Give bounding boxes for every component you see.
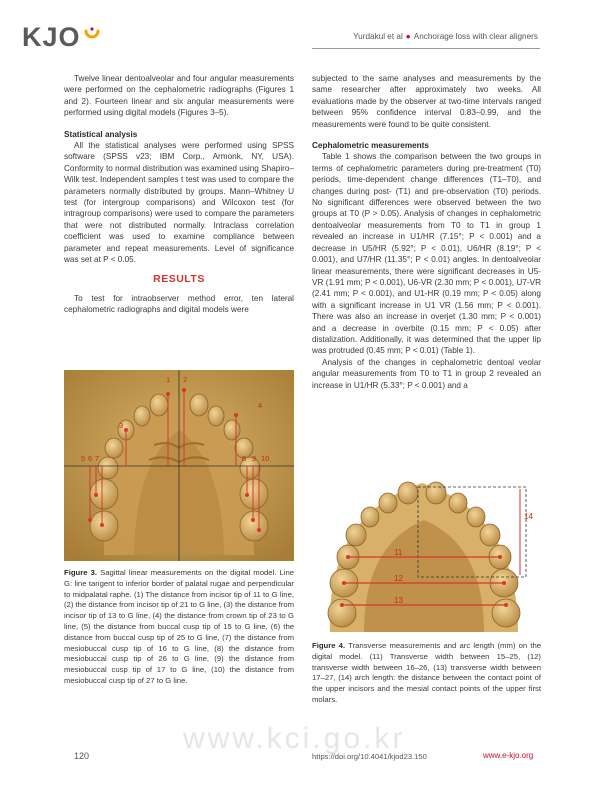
figure-3-image (64, 370, 294, 561)
fig4-label-12: 12 (394, 574, 403, 583)
logo-text: KJO (22, 22, 81, 52)
header-rule (312, 48, 540, 49)
watermark: www.kci.go.kr (183, 722, 406, 755)
figure-4-image (312, 475, 541, 632)
continuation-paragraph: subjected to the same analyses and measurements by the same researcher after approximately two weeks. All evaluations made by the observer at two-time intervals ranged between 95% confidence interval 0.83–0.99, and the measurements were found to be quite consistent. (312, 74, 541, 129)
cephalometric-paragraph-2: Analysis of the changes in cephalometric dentoal veolar angular measurements from T0 to T1 in group 2 revealed an increase in U1/HR (5.33°; P < 0.001) and a (312, 357, 541, 390)
figure-3-caption (64, 568, 294, 687)
fig3-label-2: 2 (183, 375, 188, 384)
doi-link[interactable]: https://doi.org/10.4041/kjod23.150 (312, 752, 427, 761)
running-head (353, 32, 538, 41)
fig3-label-6: 6 (88, 454, 93, 463)
figure-3-caption-text: Sagittal linear measurements on the digital model. Line G: line tangent to inferior border of palatal rugae and perpendicular to midpalatal raphe. (1) The distance from incisor tip of 11 to G line, (2) the distance from incisor tip of 21 to G line, (3) the distance from incisor tip of 13 to G line, (4) the distance from crown tip of 23 to G line, (5) the distance from buccal cusp tip of 15 to G line, (6) the distance from buccal cusp tip of 25 to G line, (7) the distance from mesiobuccal cusp tip of 16 to G line, (8) the distance from mesiobuccal cusp tip of 26 to G line, (9) the distance from mesiobuccal cusp tip of 17 to G line, (10) the distance from mesiobuccal cusp tip of 27 to G line. (64, 568, 294, 685)
fig3-label-8: 8 (242, 454, 247, 463)
fig3-label-4: 4 (258, 401, 263, 410)
right-column (312, 73, 541, 391)
fig3-label-10: 10 (261, 454, 270, 463)
results-paragraph: To test for intraobserver method error, ten lateral cephalometric radiographs and digital models were (64, 293, 294, 315)
bullet-icon: ● (405, 32, 411, 41)
figure-4-caption-label: Figure 4. (312, 641, 346, 650)
fig4-label-13: 13 (394, 596, 403, 605)
logo-mark-icon (84, 27, 100, 49)
page-number: 120 (74, 751, 90, 761)
fig3-label-7: 7 (95, 454, 100, 463)
running-head-authors: Yurdakul et al (353, 32, 403, 41)
intro-paragraph: Twelve linear dentoalveolar and four angular measurements were performed on the cephalometric radiographs (Figures 1 and 2). Fourteen linear and six angular measurements were performed using digital models (Figures 3–5). (64, 74, 294, 118)
cephalometric-paragraph: Table 1 shows the comparison between the two groups in terms of cephalometric parameters during pre-treatment (T0) periods, time-dependent change differences (T1–T0), and changes during post- (T1) and pre-observation (T0) periods. No significant differences were observed between the two groups at T0 (P > 0.05). Analysis of changes in cephalometric dentoalveolar measurements from T0 to T1 in group 1 revealed an increase in U1/HR (7.15°; P < 0.001) and a decrease in U5/HR (5.92°; P < 0.01), U6/HR (8.19°; P < 0.001), and U7/HR (11.35°; P < 0.01) angles. In dentoalveolar linear measurements, there were significant decreases in U5-VR (1.91 mm; P < 0.001), U6-VR (2.30 mm; P < 0.001), U7-VR (2.41 mm; P < 0.001), and U1-HR (0.19 mm; P < 0.05) along with a significant increase in U1 VR (1.56 mm; P < 0.001). There was also an increase in overjet (1.30 mm; P < 0.001) and a decrease in overbite (0.15 mm; P < 0.05) after distalization. Additionally, it was determined that the upper lip was protruded (0.45 mm; P < 0.01) (Table 1). (312, 152, 541, 356)
fig3-label-3: 3 (119, 421, 124, 430)
running-head-title: Anchorage loss with clear aligners (413, 32, 538, 41)
cephalometric-heading: Cephalometric measurements (312, 141, 429, 151)
results-heading: RESULTS (153, 272, 205, 285)
fig4-label-14: 14 (524, 512, 533, 521)
fig3-label-9: 9 (252, 454, 257, 463)
figure-3-caption-label: Figure 3. (64, 568, 97, 577)
website-link[interactable]: www.e-kjo.org (483, 751, 534, 760)
fig3-label-5: 5 (81, 454, 86, 463)
statistical-analysis-paragraph: All the statistical analyses were performed using SPSS software (SPSS v23; IBM Corp., Armonk, NY, USA). Conformity to normal distribution was examined using Shapiro–Wilk test. Independent samples t test was used to compare the parameters normally distributed by groups. Mann–Whitney U test (for intergroup comparisons) and Wilcoxon test (for intragroup comparisons) were used to compare the parameters that were not distributed normally. Intraclass correlation coefficient was used to examine compliance between parameter and repeat measurements. Level of significance was set at P < 0.05. (64, 141, 294, 265)
left-column (64, 73, 294, 316)
fig4-label-11: 11 (394, 548, 403, 557)
figure-4-caption-text: Transverse measurements and arc length (mm) on the digital model. (11) Transverse width between 15–25, (12) transverse width between 16–26, (13) transverse width between 17–27, (14) arch length: the distance between the contact point of the upper incisors and the mesial contact points of the upper first molars. (312, 641, 542, 704)
statistical-analysis-heading: Statistical analysis (64, 129, 138, 139)
journal-logo (22, 22, 100, 53)
fig3-label-1: 1 (166, 375, 171, 384)
figure-4-caption (312, 641, 541, 706)
